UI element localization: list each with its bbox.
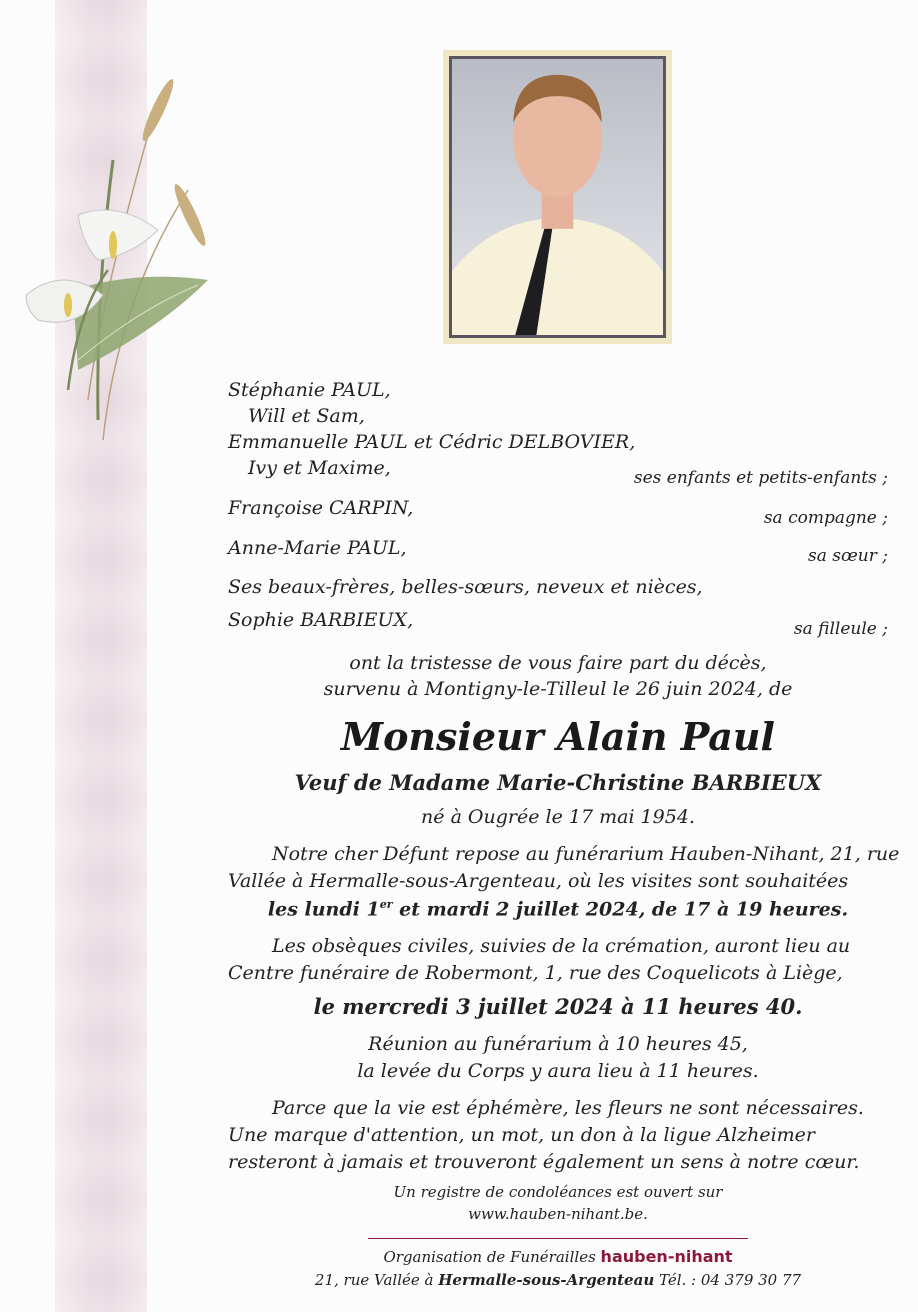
family-member: Will et Sam,	[248, 405, 365, 427]
meeting-line: Réunion au funérarium à 10 heures 45,	[368, 1033, 748, 1055]
family-member: Anne-Marie PAUL,	[228, 537, 407, 559]
rest-line: Notre cher Défunt repose au funérarium Hauben-Nihant, 21, rue	[272, 843, 900, 865]
family-member: Ses beaux-frères, belles-sœurs, neveux et nièces,	[228, 576, 703, 598]
relation-goddaughter: sa filleule ;	[793, 619, 888, 639]
relation-sister: sa sœur ;	[807, 546, 888, 566]
footer-address: 21, rue Vallée à Hermalle-sous-Argenteau Tél. : 04 379 30 77	[314, 1271, 802, 1289]
family-member: Françoise CARPIN,	[228, 497, 414, 519]
family-member: Ivy et Maxime,	[248, 457, 391, 479]
wishes-line: Une marque d'attention, un mot, un don à la ligue Alzheimer	[228, 1124, 816, 1146]
register-link[interactable]: www.hauben-nihant.be.	[468, 1205, 648, 1223]
family-member: Sophie BARBIEUX,	[228, 609, 414, 631]
deceased-name: Monsieur Alain Paul	[341, 714, 775, 759]
announcement-line: survenu à Montigny-le-Tilleul le 26 juin 2024, de	[323, 678, 793, 700]
relation-children: ses enfants et petits-enfants ;	[633, 468, 888, 488]
ceremony-line: Les obsèques civiles, suivies de la crémation, auront lieu au	[272, 935, 851, 957]
portrait-photo	[452, 59, 663, 335]
register-line: Un registre de condoléances est ouvert sur	[393, 1183, 723, 1201]
family-member: Emmanuelle PAUL et Cédric DELBOVIER,	[228, 431, 636, 453]
meeting-line: la levée du Corps y aura lieu à 11 heures.	[357, 1060, 759, 1082]
announcement-line: ont la tristesse de vous faire part du décès,	[349, 652, 767, 674]
wishes-line: resteront à jamais et trouveront également un sens à notre cœur.	[228, 1151, 860, 1173]
family-member: Stéphanie PAUL,	[228, 379, 391, 401]
visit-dates: les lundi 1er et mardi 2 juillet 2024, de 17 à 19 heures.	[267, 898, 849, 921]
rest-line: Vallée à Hermalle-sous-Argenteau, où les visites sont souhaitées	[228, 870, 849, 892]
calla-lily-wheat-icon	[18, 40, 228, 450]
wishes-line: Parce que la vie est éphémère, les fleurs ne sont nécessaires.	[272, 1097, 864, 1119]
widower-line: Veuf de Madame Marie-Christine BARBIEUX	[294, 770, 822, 795]
ceremony-date: le mercredi 3 juillet 2024 à 11 heures 40.	[313, 994, 803, 1019]
brand-logo-text: hauben-nihant	[600, 1247, 733, 1266]
ceremony-line: Centre funéraire de Robermont, 1, rue des Coquelicots à Liège,	[228, 962, 843, 984]
relation-partner: sa compagne ;	[763, 508, 888, 528]
birth-line: né à Ougrée le 17 mai 1954.	[421, 806, 695, 828]
footer-organisation: Organisation de Funérailles hauben-nihant	[383, 1247, 733, 1266]
portrait-frame	[443, 50, 672, 344]
footer-divider	[368, 1238, 748, 1239]
